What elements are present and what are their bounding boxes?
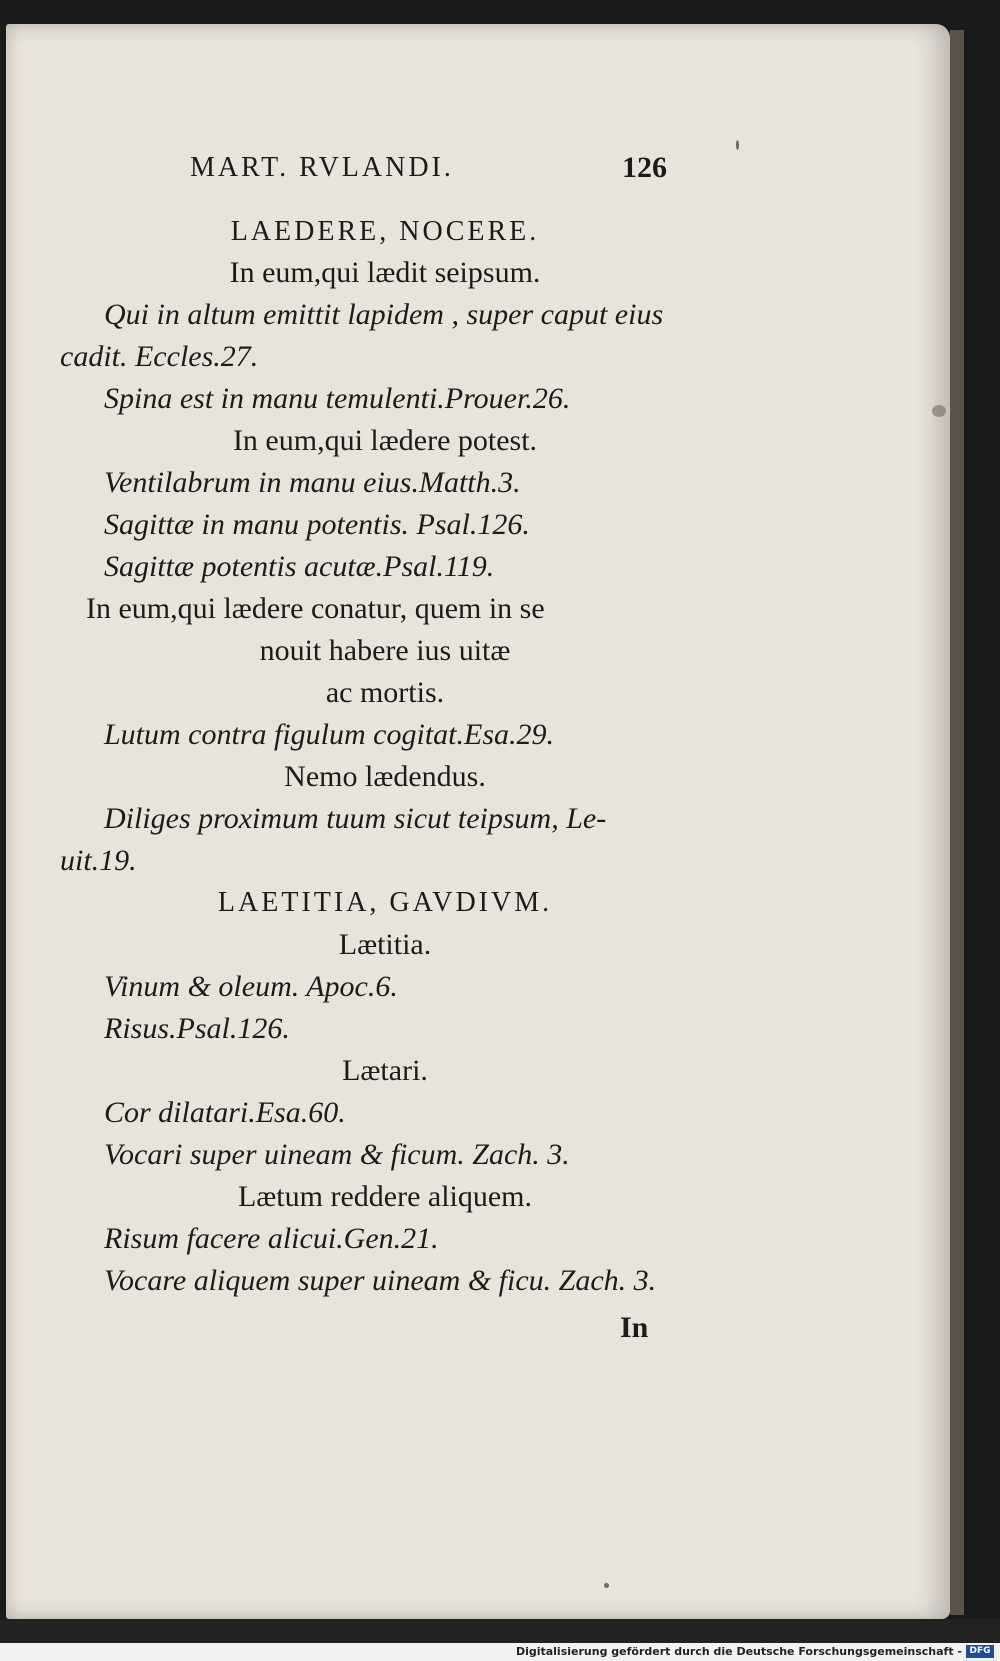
text-line: Risum facere alicui.Gen.21. bbox=[104, 1222, 439, 1255]
text-line: Diliges proximum tuum sicut teipsum, Le- bbox=[104, 802, 607, 835]
text-line: Cor dilatari.Esa.60. bbox=[104, 1096, 346, 1129]
text-line: Vocare aliquem super uineam & ficu. Zach. 3. bbox=[104, 1264, 657, 1297]
text-line: Lutum contra figulum cogitat.Esa.29. bbox=[104, 718, 554, 751]
section-heading: LAETITIA, GAVDIVM. bbox=[217, 887, 553, 918]
paper-speck bbox=[932, 405, 946, 417]
text-line: Ventilabrum in manu eius.Matth.3. bbox=[104, 466, 521, 499]
page-edge bbox=[950, 30, 964, 1615]
text-line: cadit. Eccles.27. bbox=[60, 340, 259, 373]
subheading: In eum,qui lædit seipsum. bbox=[229, 256, 541, 289]
text-line: Vinum & oleum. Apoc.6. bbox=[104, 970, 398, 1003]
text-line: Vocari super uineam & ficum. Zach. 3. bbox=[104, 1138, 570, 1171]
text-line: Spina est in manu temulenti.Prouer.26. bbox=[104, 382, 571, 415]
section-heading: LAEDERE, NOCERE. bbox=[230, 216, 540, 247]
paper-speck bbox=[736, 140, 739, 150]
subheading: Lætum reddere aliquem. bbox=[237, 1180, 533, 1213]
subheading: Nemo lædendus. bbox=[284, 760, 486, 793]
text-line: Sagittæ in manu potentis. Psal.126. bbox=[104, 508, 530, 541]
dfg-logo: DFG bbox=[966, 1645, 994, 1658]
subheading: ac mortis. bbox=[325, 676, 445, 709]
catchword: In bbox=[620, 1311, 649, 1344]
text-line: Qui in altum emittit lapidem , super caput eius bbox=[104, 298, 664, 331]
subheading: Lætitia. bbox=[338, 928, 432, 961]
subheading: Lætari. bbox=[342, 1054, 428, 1087]
scan-border bbox=[0, 1619, 1000, 1643]
footer-credit: Digitalisierung gefördert durch die Deutsche Forschungsgemeinschaft - bbox=[515, 1645, 962, 1658]
subheading: In eum,qui lædere conatur, quem in se bbox=[86, 592, 545, 625]
paper-speck bbox=[604, 1583, 609, 1588]
text-line: uit.19. bbox=[60, 844, 137, 877]
page-number: 126 bbox=[622, 151, 667, 184]
text-line: Risus.Psal.126. bbox=[104, 1012, 290, 1045]
running-title: MART. RVLANDI. bbox=[190, 152, 454, 183]
subheading: In eum,qui lædere potest. bbox=[232, 424, 538, 457]
text-line: Sagittæ potentis acutæ.Psal.119. bbox=[104, 550, 495, 583]
subheading: nouit habere ius uitæ bbox=[259, 634, 511, 667]
